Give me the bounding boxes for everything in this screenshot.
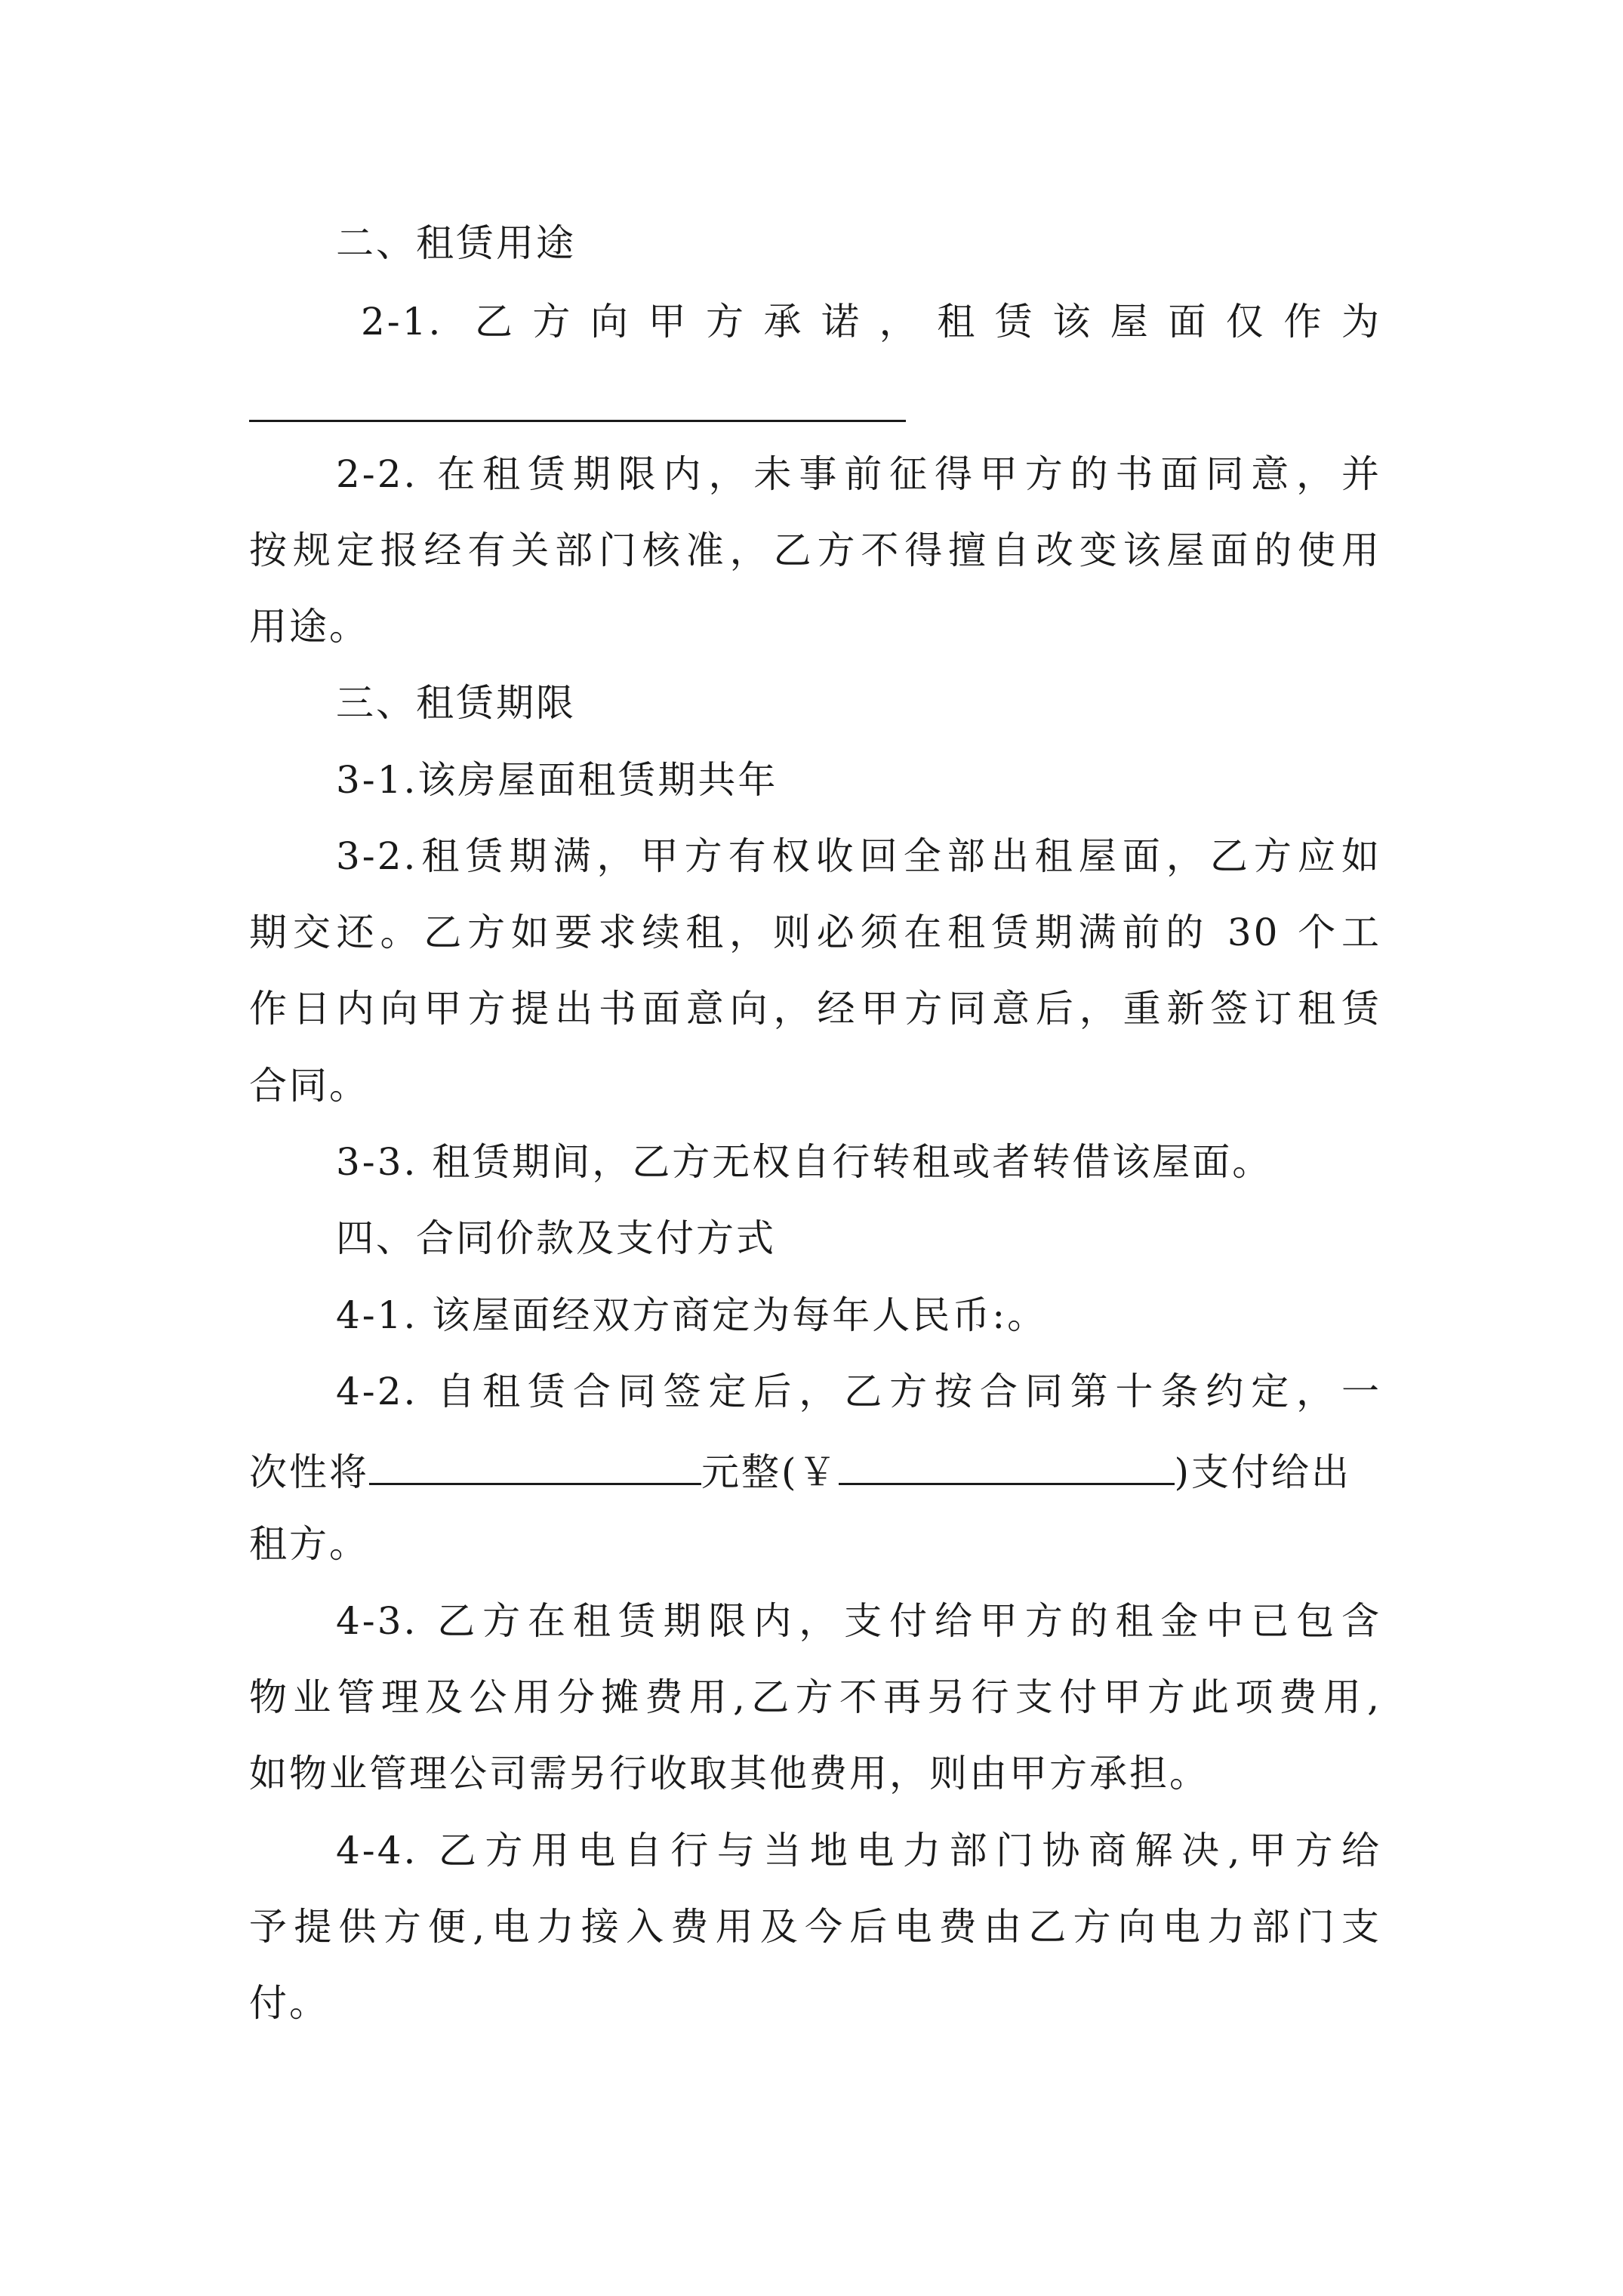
clause-3-2-line3: 作日内向甲方提出书面意向，经甲方同意后，重新签订租赁 [249,987,1381,1031]
clause-2-2-line1: 2-2. 在租赁期限内，未事前征得甲方的书面同意，并 [336,452,1381,496]
clause-2-2-line2: 按规定报经有关部门核准，乙方不得擅自改变该屋面的使用 [249,529,1381,572]
clause-2-2-line3: 用途。 [249,605,369,649]
amount-words-blank [369,1445,701,1485]
clause-4-4-line2: 予提供方便,电力接入费用及今后电费由乙方向电力部门支 [249,1905,1381,1949]
clause-4-3-line1: 4-3. 乙方在租赁期限内，支付给甲方的租金中已包含 [336,1599,1381,1643]
clause-3-3: 3-3. 租赁期间，乙方无权自行转租或者转借该屋面。 [336,1140,1273,1184]
clause-4-2-text-post: )支付给出 [1174,1450,1352,1494]
amount-figures-blank [839,1445,1175,1485]
section-heading-3: 三、租赁期限 [336,681,576,725]
fill-in-blank-line [249,420,906,422]
clause-3-2-line2: 期交还。乙方如要求续租，则必须在租赁期满前的 30 个工 [249,911,1381,954]
clause-3-2-line1: 3-2.租赁期满，甲方有权收回全部出租屋面，乙方应如 [336,834,1381,878]
clause-3-2-line4: 合同。 [249,1064,369,1108]
clause-4-3-line2: 物业管理及公用分摊费用,乙方不再另行支付甲方此项费用, [249,1675,1381,1719]
clause-4-2-text-mid: 元整(￥ [701,1450,839,1494]
clause-4-1: 4-1. 该屋面经双方商定为每年人民币:。 [336,1293,1048,1337]
clause-2-1: 2-1. 乙方向甲方承诺，租赁该屋面仅作为 [361,300,1381,344]
clause-4-2-line3: 租方。 [249,1522,369,1566]
clause-4-4-line1: 4-4. 乙方用电自行与当地电力部门协商解决,甲方给 [336,1829,1381,1872]
clause-4-4-line3: 付。 [249,1981,329,2025]
section-heading-2: 二、租赁用途 [336,221,576,265]
section-heading-4: 四、合同价款及支付方式 [336,1216,776,1260]
clause-3-1: 3-1.该房屋面租赁期共年 [336,758,778,802]
clause-4-3-line3: 如物业管理公司需另行收取其他费用，则由甲方承担。 [249,1752,1209,1795]
clause-4-2-text-pre: 次性将 [249,1450,369,1494]
clause-4-2-line2 [249,1445,1381,1494]
clause-4-2-line1: 4-2. 自租赁合同签定后，乙方按合同第十条约定，一 [336,1370,1381,1413]
